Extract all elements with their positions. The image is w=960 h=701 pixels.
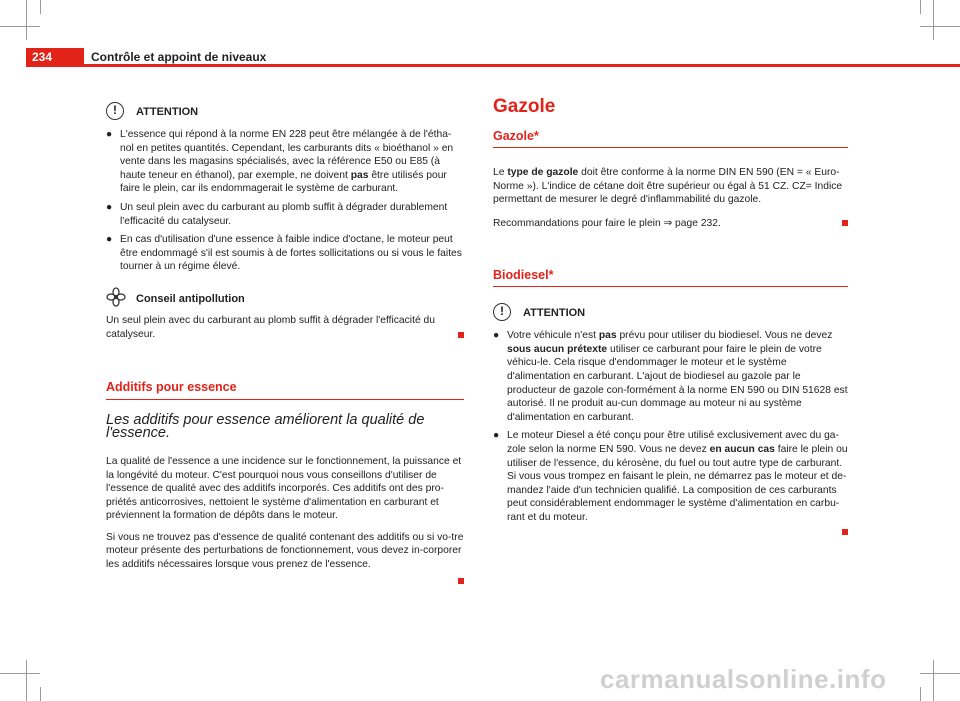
section-title-gazole: Gazole* (493, 130, 848, 149)
crop-mark (920, 26, 960, 27)
eco-text: Un seul plein avec du carburant au plomb suffit à dégrader l'efficacité du catalyseur. (106, 314, 464, 341)
end-marker (458, 578, 464, 584)
watermark: carmanualsonline.info (600, 664, 887, 694)
eco-heading (106, 290, 464, 310)
attention-heading (106, 104, 464, 122)
eco-title: Conseil antipollution (136, 293, 245, 306)
crop-mark (920, 673, 960, 674)
crop-mark (933, 660, 934, 701)
attention-heading (493, 305, 848, 323)
list-item (493, 329, 848, 424)
attention-text: Le moteur Diesel a été conçu pour être utilisé exclusivement avec du ga-zole selon la norme EN 590. Vous ne devez en aucun cas faire le plein ou utiliser de l'essence, du kérosène, du fuel ou tout autre type de carburant. Si vous vous trompez en faisant le plein, ne démarrez pas le moteur et de-mandez l'aide d'un technicien qualifié. La composition de ces carburants peut considérablement endommager le système d'alimentation en carbu-rant et du moteur. (507, 430, 848, 523)
left-column (106, 104, 464, 584)
end-marker (842, 529, 848, 535)
crop-mark (40, 687, 41, 701)
paragraph: Si vous ne trouvez pas d'essence de qualité contenant des additifs ou si vo-tre moteur présente des perturbations de fonctionnement, vous devez in-corporer les additifs nécessaires lorsque vous prenez de l'essence. (106, 531, 464, 572)
right-column (493, 96, 848, 535)
page-title: Gazole (493, 96, 556, 117)
end-marker (842, 220, 848, 226)
list-item (106, 201, 464, 228)
leaf-icon (106, 287, 126, 307)
crop-mark (26, 660, 27, 701)
attention-title: ATTENTION (136, 106, 199, 119)
chapter-title: Contrôle et appoint de niveaux (91, 50, 267, 64)
bullet-icon: ● (106, 201, 113, 213)
list-item (106, 233, 464, 274)
crop-mark (0, 673, 40, 674)
bullet-icon: ● (106, 234, 113, 246)
exclamation-icon: ! (493, 303, 511, 321)
end-marker (458, 332, 464, 338)
attention-text: En cas d'utilisation d'une essence à faible indice d'octane, le moteur peut être endommagé s'il est soumis à de fortes sollicitations ou si vous le faites tourner à un régime élevé. (120, 234, 462, 273)
crop-mark (40, 0, 41, 14)
section-subtitle: Les additifs pour essence améliorent la qualité de l'essence. (106, 411, 425, 442)
bullet-icon: ● (106, 129, 113, 140)
attention-text: L'essence qui répond à la norme EN 228 peut être mélangée à de l'étha-nol en petites quantités. Cependant, les carburants dits « bioéthanol » en vente dans les magasins spécialisés, avec la référence E50 ou E85 (à haute teneur en éthanol), par exemple, ne doivent pas être utilisés pour faire le plein, car ils endommagerait le système de carburant. (120, 129, 454, 195)
section-title-additifs: Additifs pour essence (106, 381, 464, 400)
attention-title: ATTENTION (523, 307, 586, 320)
exclamation-icon: ! (106, 102, 124, 120)
crop-mark (933, 0, 934, 40)
section-title-biodiesel: Biodiesel* (493, 269, 848, 288)
paragraph: La qualité de l'essence a une incidence sur le fonctionnement, la puissance et la longévité du moteur. C'est pourquoi nous vous conseillons d'utiliser de l'essence de qualité avec des additifs incorporés. Ces additifs ont des pro-priétés anticorrosives, nettoient le système d'alimentation en carburant et préviennent la formation de dépôts dans le moteur. (106, 455, 462, 522)
crop-mark (26, 0, 27, 40)
crop-mark (920, 687, 921, 701)
list-item (493, 429, 848, 524)
bullet-icon: ● (493, 430, 500, 442)
attention-text: Un seul plein avec du carburant au plomb suffit à dégrader durablement l'efficacité du catalyseur. (120, 201, 448, 227)
list-item (106, 128, 464, 196)
paragraph: Le type de gazole doit être conforme à la norme DIN EN 590 (EN = « Euro-Norme »). L'indice de cétane doit être supérieur ou égal à 51 CZ. CZ= Indice permettant de mesurer le degré d'inflammabilité du gazole. (493, 167, 843, 206)
crop-mark (920, 0, 921, 14)
bullet-icon: ● (493, 330, 500, 342)
page-number: 234 (26, 48, 84, 67)
crop-mark (0, 26, 40, 27)
recommandations-link[interactable]: Recommandations pour faire le plein ⇒ page 232. (493, 217, 848, 231)
attention-text: Votre véhicule n'est pas prévu pour utiliser du biodiesel. Vous ne devez sous aucun prétexte utiliser ce carburant pour faire le plein de votre véhicu-le. Cela risque d'endommager le moteur et le système d'alimentation en carburant. L'ajout de biodiesel au gazole par le producteur de gazole con-formément à la norme EN 590 ou DIN 51628 est autorisé. Il ne produit au-cun dommage au moteur ni au système d'alimentation en carburant. (507, 330, 848, 423)
